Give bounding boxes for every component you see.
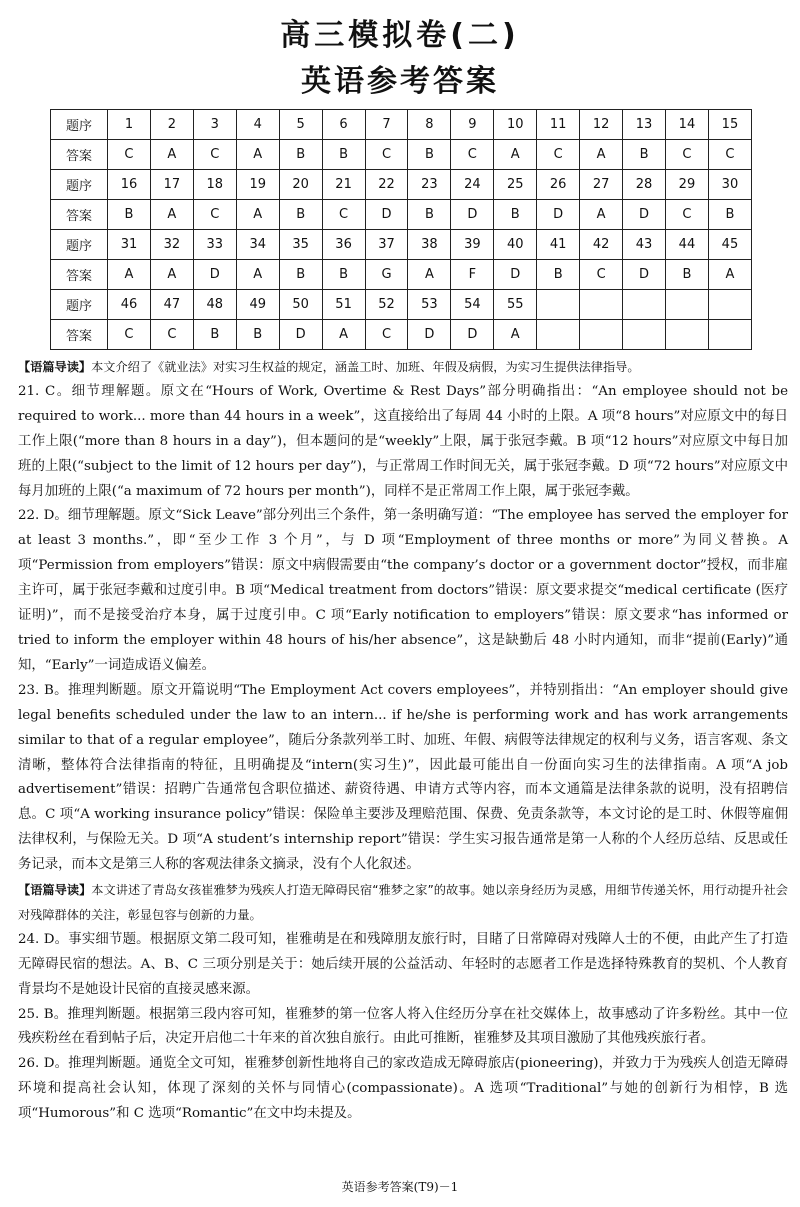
answer-cell: A	[708, 260, 751, 290]
answer-explanation: 21. C。细节理解题。原文在“Hours of Work, Overtime & Rest Days”部分明确指出：“An employee should not be required to work... more than 44 hours in a week”，这直接给出了每周 44 小时的上限。A 项“8 hours”对应原文中的每日工作上限(“more than 8 hours in a day”)，但本题问的是“weekly”上限，属于张冠李戴。B 项“12 hours”对应原文中每日加班的上限(“subject to the limit of 12 hours per day”)，与正常周工作时间无关，属于张冠李戴。D 项“72 hours”对应原文中每月加班的上限(“a maximum of 72 hours per month”)，同样不是正常周工作上限，属于张冠李戴。	[18, 383, 788, 499]
question-number-row	[51, 170, 752, 200]
answer-cell: A	[150, 260, 193, 290]
question-number-cell: 13	[623, 110, 666, 140]
question-number-cell: 38	[408, 230, 451, 260]
question-number-cell: 41	[537, 230, 580, 260]
answer-cell: B	[108, 200, 151, 230]
answer-cell: B	[708, 200, 751, 230]
question-number-cell: 34	[236, 230, 279, 260]
question-number-cell: 47	[150, 290, 193, 320]
answer-cell: G	[365, 260, 408, 290]
question-number-cell	[708, 290, 751, 320]
answer-cell: A	[236, 200, 279, 230]
answer-row	[51, 260, 752, 290]
answer-row	[51, 320, 752, 350]
question-number-cell: 9	[451, 110, 494, 140]
answer-cell: D	[494, 260, 537, 290]
answer-row	[51, 140, 752, 170]
answer-cell: A	[322, 320, 365, 350]
answer-cell: C	[665, 200, 708, 230]
question-number-cell: 6	[322, 110, 365, 140]
question-number-cell: 1	[108, 110, 151, 140]
row-label: 答案	[51, 260, 108, 290]
answer-cell: D	[537, 200, 580, 230]
answer-cell: C	[537, 140, 580, 170]
question-number-cell: 19	[236, 170, 279, 200]
explanations	[18, 355, 788, 1127]
answer-cell: C	[108, 320, 151, 350]
reading-guide-label: 【语篇导读】	[18, 360, 92, 374]
question-number-cell: 8	[408, 110, 451, 140]
answer-cell: D	[279, 320, 322, 350]
document-subtitle: 英语参考答案	[301, 64, 499, 99]
answer-cell: B	[665, 260, 708, 290]
question-number-cell: 20	[279, 170, 322, 200]
answer-cell: C	[322, 200, 365, 230]
question-number-cell: 32	[150, 230, 193, 260]
question-number-cell: 7	[365, 110, 408, 140]
question-number-cell: 29	[665, 170, 708, 200]
question-number-cell	[665, 290, 708, 320]
question-number-cell: 18	[193, 170, 236, 200]
answer-cell: A	[408, 260, 451, 290]
question-number-cell: 36	[322, 230, 365, 260]
answer-cell: B	[279, 140, 322, 170]
row-label: 题序	[51, 230, 108, 260]
question-number-cell: 51	[322, 290, 365, 320]
question-number-cell: 27	[580, 170, 623, 200]
row-label: 答案	[51, 320, 108, 350]
answer-cell: F	[451, 260, 494, 290]
answer-cell: A	[580, 200, 623, 230]
answer-cell: A	[494, 320, 537, 350]
reading-guide-label: 【语篇导读】	[18, 883, 92, 898]
question-number-row	[51, 290, 752, 320]
answer-cell: A	[236, 140, 279, 170]
answer-cell: B	[322, 260, 365, 290]
question-number-cell: 35	[279, 230, 322, 260]
question-number-cell: 2	[150, 110, 193, 140]
document-title: 高三模拟卷(二)	[280, 18, 520, 53]
answer-cell: A	[580, 140, 623, 170]
answer-cell: B	[279, 260, 322, 290]
row-label: 题序	[51, 170, 108, 200]
question-number-cell: 42	[580, 230, 623, 260]
question-number-cell: 5	[279, 110, 322, 140]
question-number-cell: 4	[236, 110, 279, 140]
answer-cell: A	[236, 260, 279, 290]
question-number-cell: 23	[408, 170, 451, 200]
answer-cell: C	[150, 320, 193, 350]
question-number-cell: 52	[365, 290, 408, 320]
answer-explanation: 26. D。推理判断题。通览全文可知，崔雅梦创新性地将自己的家改造成无障碍旅店(pioneering)，并致力于为残疾人创造无障碍环境和提高社会认知，体现了深刻的关怀与同情心(compassionate)。A 选项“Traditional”与她的创新行为相悖，B 选项“Humorous”和 C 选项“Romantic”在文中均未提及。	[18, 1056, 788, 1122]
question-number-cell: 14	[665, 110, 708, 140]
answer-table	[50, 109, 752, 350]
question-number-cell	[623, 290, 666, 320]
question-number-cell: 30	[708, 170, 751, 200]
question-number-cell: 15	[708, 110, 751, 140]
question-number-cell: 25	[494, 170, 537, 200]
answer-cell: B	[408, 200, 451, 230]
question-number-cell: 37	[365, 230, 408, 260]
question-number-cell: 3	[193, 110, 236, 140]
answer-cell: D	[451, 320, 494, 350]
row-label: 答案	[51, 200, 108, 230]
question-number-cell: 55	[494, 290, 537, 320]
reading-guide	[18, 878, 788, 928]
question-number-row	[51, 230, 752, 260]
answer-cell	[665, 320, 708, 350]
question-number-cell: 22	[365, 170, 408, 200]
answer-cell: B	[623, 140, 666, 170]
answer-cell: C	[108, 140, 151, 170]
question-number-cell: 16	[108, 170, 151, 200]
answer-cell: C	[193, 200, 236, 230]
row-label: 答案	[51, 140, 108, 170]
answer-cell: B	[537, 260, 580, 290]
question-number-cell: 21	[322, 170, 365, 200]
answer-explanation: 25. B。推理判断题。根据第三段内容可知，崔雅梦的第一位客人将入住经历分享在社交媒体上，故事感动了许多粉丝。其中一位残疾粉丝在看到帖子后，决定开启他二十年来的首次独自旅行。由此可推断，崔雅梦及其项目激励了其他残疾旅行者。	[18, 1006, 788, 1047]
answer-cell: B	[279, 200, 322, 230]
question-number-cell: 39	[451, 230, 494, 260]
answer-cell	[623, 320, 666, 350]
question-number-cell: 50	[279, 290, 322, 320]
answer-cell: B	[193, 320, 236, 350]
question-number-cell: 31	[108, 230, 151, 260]
reading-guide	[18, 355, 788, 380]
answer-explanation: 22. D。细节理解题。原文“Sick Leave”部分列出三个条件，第一条明确写道：“The employee has served the employer for at least 3 months.”，即“至少工作 3 个月”，与 D 项“Employment of three months or more”为同义替换。A 项“Permission from employers”错误：原文中病假需要由“the company’s doctor or a government doctor”授权，而非雇主许可，属于张冠李戴和过度引申。B 项“Medical treatment from doctors”错误：原文要求提交“medical certificate (医疗证明)”，而不是接受治疗本身，属于过度引申。C 项“Early notification to employers”错误：原文要求“has informed or tried to inform the employer within 48 hours of his/her absence”，这是缺勤后 48 小时内通知，而非“提前(Early)”通知，“Early”一词造成语义偏差。	[18, 508, 788, 673]
question-number-cell: 43	[623, 230, 666, 260]
question-number-cell: 44	[665, 230, 708, 260]
answer-cell: B	[408, 140, 451, 170]
answer-cell: C	[365, 320, 408, 350]
question-number-cell: 40	[494, 230, 537, 260]
question-number-cell: 26	[537, 170, 580, 200]
answer-row	[51, 200, 752, 230]
question-number-cell: 45	[708, 230, 751, 260]
reading-guide-text: 本文讲述了青岛女孩崔雅梦为残疾人打造无障碍民宿“雅梦之家”的故事。她以亲身经历为灵感，用细节传递关怀，用行动提升社会对残障群体的关注，彰显包容与创新的力量。	[18, 883, 788, 922]
answer-cell: B	[236, 320, 279, 350]
answer-explanation: 23. B。推理判断题。原文开篇说明“The Employment Act covers employees”，并特别指出：“An employer should give legal benefits scheduled under the law to an intern... if he/she is performing work and has work arrangements similar to that of a regular employee”，随后分条款列举工时、加班、年假、病假等法律规定的权利与义务，语言客观、条文清晰，整体符合法律指南的特征，且明确提及“intern(实习生)”，因此最可能出自一份面向实习生的法律指南。A 项“A job advertisement”错误：招聘广告通常包含职位描述、薪资待遇、申请方式等内容，而本文通篇是法律条款的说明，没有招聘信息。C 项“A working insurance policy”错误：保险单主要涉及理赔范围、保费、免责条款等，本文讨论的是工时、休假等雇佣法律权利，与保险无关。D 项“A student’s internship report”错误：学生实习报告通常是第一人称的个人经历总结、反思或任务记录，而本文是第三人称的客观法律条文摘录，没有个人化叙述。	[18, 682, 788, 873]
page-footer: 英语参考答案(T9)－1	[341, 1180, 459, 1194]
answer-cell: C	[451, 140, 494, 170]
answer-cell: D	[623, 260, 666, 290]
question-number-cell: 48	[193, 290, 236, 320]
answer-cell: B	[494, 200, 537, 230]
answer-cell: C	[580, 260, 623, 290]
answer-cell: C	[193, 140, 236, 170]
question-number-row	[51, 110, 752, 140]
reading-guide-text: 本文介绍了《就业法》对实习生权益的规定，涵盖工时、加班、年假及病假，为实习生提供法律指导。	[91, 360, 640, 374]
answer-cell: D	[193, 260, 236, 290]
question-number-cell: 53	[408, 290, 451, 320]
answer-cell: A	[494, 140, 537, 170]
question-number-cell	[580, 290, 623, 320]
question-number-cell: 24	[451, 170, 494, 200]
question-number-cell: 33	[193, 230, 236, 260]
question-number-cell: 46	[108, 290, 151, 320]
answer-cell: C	[365, 140, 408, 170]
answer-cell: B	[322, 140, 365, 170]
answer-cell: C	[665, 140, 708, 170]
answer-cell	[580, 320, 623, 350]
row-label: 题序	[51, 290, 108, 320]
question-number-cell: 11	[537, 110, 580, 140]
answer-cell: C	[708, 140, 751, 170]
question-number-cell: 49	[236, 290, 279, 320]
question-number-cell: 28	[623, 170, 666, 200]
answer-cell: A	[150, 200, 193, 230]
question-number-cell: 10	[494, 110, 537, 140]
answer-cell: D	[365, 200, 408, 230]
question-number-cell	[537, 290, 580, 320]
answer-explanation: 24. D。事实细节题。根据原文第二段可知，崔雅萌是在和残障朋友旅行时，目睹了日常障碍对残障人士的不便，由此产生了打造无障碍民宿的想法。A、B、C 三项分别是关于：她后续开展的公益活动、年轻时的志愿者工作是选择特殊教育的契机、个人教育背景均不是她设计民宿的直接灵感来源。	[18, 931, 788, 997]
answer-cell	[708, 320, 751, 350]
answer-cell: A	[150, 140, 193, 170]
answer-cell: D	[451, 200, 494, 230]
question-number-cell: 12	[580, 110, 623, 140]
row-label: 题序	[51, 110, 108, 140]
answer-cell	[537, 320, 580, 350]
question-number-cell: 17	[150, 170, 193, 200]
answer-cell: A	[108, 260, 151, 290]
answer-cell: D	[623, 200, 666, 230]
answer-cell: D	[408, 320, 451, 350]
question-number-cell: 54	[451, 290, 494, 320]
